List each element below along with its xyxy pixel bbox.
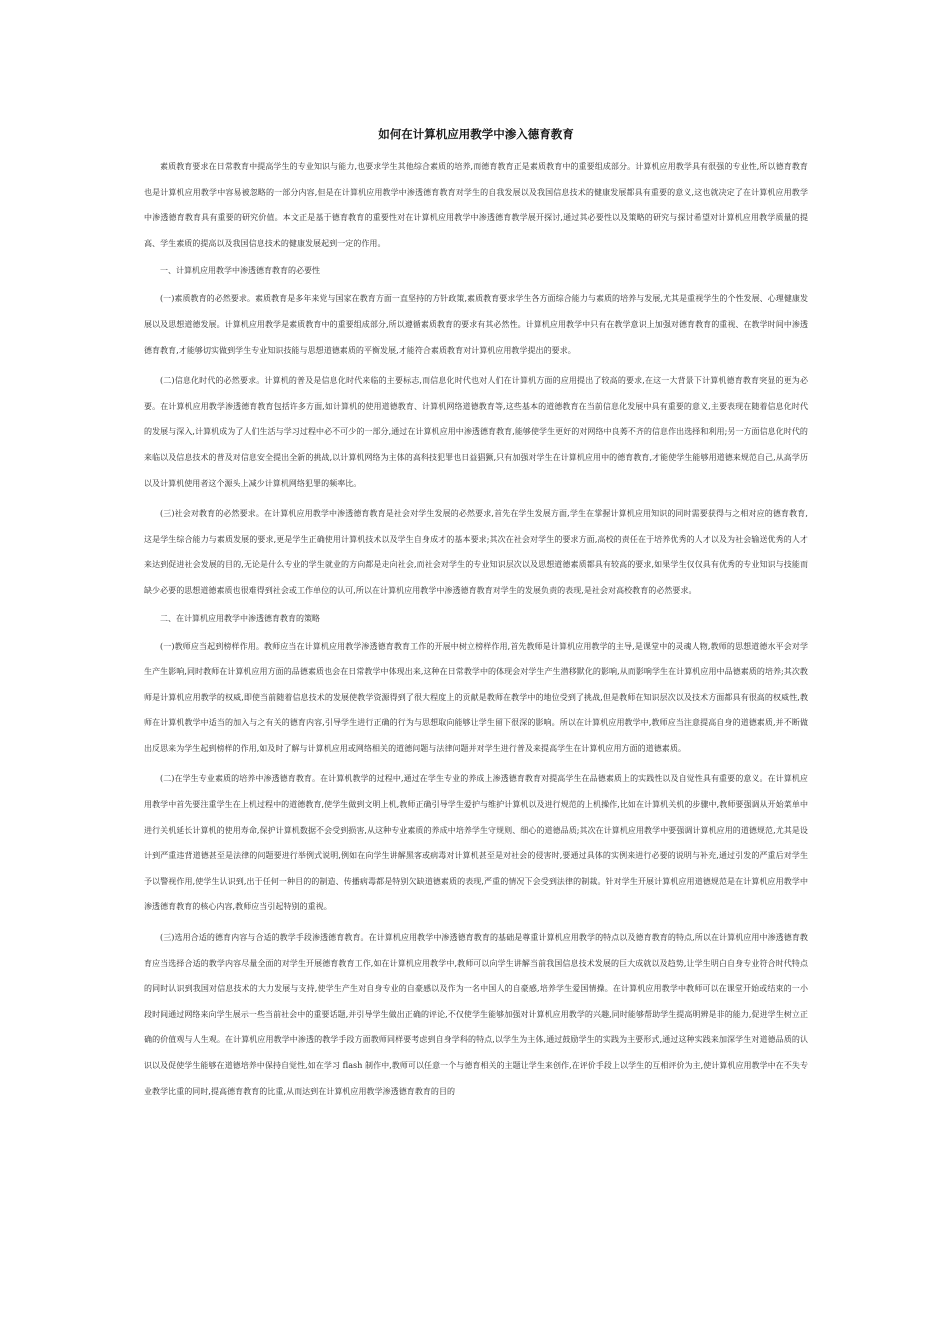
section-2-paragraph-1: (一)教师应当起到榜样作用。教师应当在计算机应用教学渗透德育教育工作的开展中树立榜样作用,首先教师是计算机应用教学的主导,是课堂中的灵魂人物,教师的思想道德水平会对学生产生影响,同时教师在计算机应用方面的品德素质也会在日常教学中体现出来,这种在日常教学中的体现会对学生产生潜移默化的影响,从而影响学生在计算机应用中品德素质的培养;其次教师是计算机应用教学的权威,即使当前随着信息技术的发展使教学资源得到了很大程度上的贡献是教师在教学中的地位受到了挑战,但是教师在知识层次以及技术方面都具有很高的权威性,教师在计算机教学中适当的加入与之有关的德育内容,引导学生进行正确的行为与思想取向能够让学生留下很深的影响。所以在计算机应用教学中,教师应当注意提高自身的道德素质,并不断做出反思来为学生起到榜样的作用,如及时了解与计算机应用或网络相关的道德问题与法律问题并对学生进行普及来提高学生在计算机应用方面的道德素质。: [144, 641, 808, 753]
section-2-paragraph-3: (三)选用合适的德育内容与合适的教学手段渗透德育教育。在计算机应用教学中渗透德育教育的基础是尊重计算机应用教学的特点以及德育教育的特点,所以在计算机应用中渗透德育教育应当选择合适的教学内容尽量全面的对学生开展德育教育工作,如在计算机应用教学中,教师可以向学生讲解当前我国信息技术发展的巨大成就以及趋势,让学生明白自身专业符合时代特点的同时认识到我国对信息技术的大力发展与支持,使学生产生对自身专业的自豪感以及作为一名中国人的自豪感,培养学生爱国情操。在计算机应用教学中教师可以在课堂开始或结束的一小段时间通过网络来向学生展示一些当前社会中的重要话题,并引导学生做出正确的评论,不仅使学生能够加强对计算机应用教学的兴趣,同时能够帮助学生提高明辨是非的能力,促进学生树立正确的价值观与人生观。在计算机应用教学中渗透的教学手段方面教师同样要考虑到自身学科的特点,以学生为主体,通过鼓励学生的实践为主要形式,通过这种实践来加深学生对道德品质的认识以及促使学生能够在道德培养中保持自觉性,如在学习 flash 制作中,教师可以任意一个与德育相关的主题让学生来创作,在评价手段上以学生的互相评价为主,使计算机应用教学中在不失专业教学比重的同时,提高德育教育的比重,从而达到在计算机应用教学渗透德育教育的目的: [144, 933, 808, 1096]
intro-paragraph: 素质教育要求在日常教育中提高学生的专业知识与能力,也要求学生其他综合素质的培养,而德育教育正是素质教育中的重要组成部分。计算机应用教学具有很强的专业性,所以德育教育也是计算机应用教学中容易被忽略的一部分内容,但是在计算机应用教学中渗透德育教育对学生的自我发展以及我国信息技术的健康发展都具有重要的意义,这也就决定了在计算机应用教学中渗透德育教育具有重要的研究价值。本文正是基于德育教育的重要性对在计算机应用教学中渗透德育教学展开探讨,通过其必要性以及策略的研究与探讨希望对计算机应用教学质量的提高、学生素质的提高以及我国信息技术的健康发展起到一定的作用。: [144, 162, 808, 248]
section-2-paragraph-2: (二)在学生专业素质的培养中渗透德育教育。在计算机教学的过程中,通过在学生专业的养成上渗透德育教育对提高学生在品德素质上的实践性以及自觉性具有重要的意义。在计算机应用教学中首先要注重学生在上机过程中的道德教育,使学生做到文明上机,教师正确引导学生爱护与维护计算机以及进行规范的上机操作,比如在计算机关机的步骤中,教师要强调从开始菜单中进行关机延长计算机的使用寿命,保护计算机数据不会受到损害,从这种专业素质的养成中培养学生守规则、细心的道德品质;其次在计算机应用教学中要强调计算机应用的道德规范,尤其是设计到严重违背道德甚至是法律的问题要进行举例式说明,例如在向学生讲解黑客或病毒对计算机甚至是对社会的侵害时,要通过具体的实例来进行必要的说明与补充,通过引发的严重后对学生予以警视作用,使学生认识到,出于任何一种目的的制造、传播病毒都是特别欠缺道德素质的表现,严重的情况下会受到法律的制裁。针对学生开展计算机应用道德规范是在计算机应用教学中渗透德育教育的核心内容,教师应当引起特别的重视。: [144, 774, 808, 912]
section-1-heading: 一、计算机应用教学中渗透德育教育的必要性: [160, 266, 320, 276]
section-2-heading: 二、在计算机应用教学中渗透德育教育的策略: [160, 613, 320, 623]
document-title: 如何在计算机应用教学中渗入德育教育: [378, 127, 574, 141]
section-1-paragraph-1: (一)素质教育的必然要求。素质教育是多年来党与国家在教育方面一直坚持的方针政策,素质教育要求学生各方面综合能力与素质的培养与发展,尤其是重视学生的个性发展、心理健康发展以及思想道德发展。计算机应用教学是素质教育中的重要组成部分,所以遵循素质教育的要求有其必然性。计算机应用教学中只有在教学意识上加强对德育教育的重视、在教学时间中渗透德育教育,才能够切实做到学生专业知识技能与思想道德素质的平衡发展,才能符合素质教育对计算机应用教学提出的要求。: [144, 294, 808, 355]
section-1-paragraph-3: (三)社会对教育的必然要求。在计算机应用教学中渗透德育教育是社会对学生发展的必然要求,首先在学生发展方面,学生在掌握计算机应用知识的同时需要获得与之相对应的德育教育,这是学生综合能力与素质发展的要求,更是学生正确使用计算机技术以及学生自身成才的基本要求;其次在社会对学生的要求方面,高校的责任在于培养优秀的人才以及为社会输送优秀的人才来达到促进社会发展的目的,无论是什么专业的学生就业的方向都是走向社会,而社会对学生的专业知识层次以及思想道德素质都具有较高的要求,如果学生仅仅具有优秀的专业知识与技能而缺少必要的思想道德素质也很难得到社会或工作单位的认可,所以在计算机应用教学中渗透德育教育对学生的发展负责的表现,是社会对高校教育的必然要求。: [144, 509, 808, 595]
section-1-paragraph-2: (二)信息化时代的必然要求。计算机的普及是信息化时代来临的主要标志,而信息化时代也对人们在计算机方面的应用提出了较高的要求,在这一大背景下计算机德育教育突显的更为必要。在计算机应用教学渗透德育教育包括许多方面,如计算机的使用道德教育、计算机网络道德教育等,这些基本的道德教育在当前信息化发展中具有重要的意义,主要表现在随着信息化时代的发展与深入,计算机成为了人们生活与学习过程中必不可少的一部分,通过在计算机应用中渗透德育教育,能够使学生更好的对网络中良莠不齐的信息作出选择和利用;另一方面信息化时代的来临以及信息技术的普及对信息安全提出全新的挑战,以计算机网络为主体的高科技犯罪也日益猖獗,只有加强对学生在计算机应用中的德育教育,才能使学生能够用道德来规范自己,从高学历以及计算机使用者这个源头上减少计算机网络犯罪的频率比。: [144, 376, 808, 488]
document-body: [144, 126, 808, 1109]
